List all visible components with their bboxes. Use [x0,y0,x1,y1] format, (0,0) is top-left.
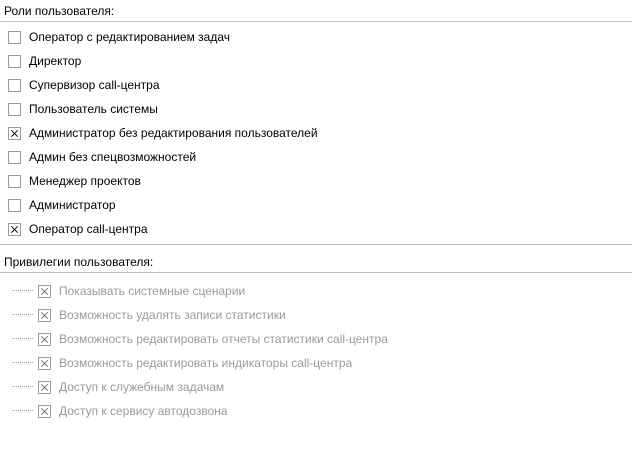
role-checkbox[interactable] [8,79,21,92]
privileges-section-label: Привилегии пользователя: [4,255,154,269]
role-label: Супервизор call-центра [29,78,160,92]
role-row[interactable] [0,25,632,49]
role-row[interactable] [0,97,632,121]
privilege-label: Доступ к служебным задачам [59,380,225,394]
privilege-row[interactable] [0,375,632,399]
privilege-row[interactable] [0,399,632,423]
role-checkbox[interactable] [8,55,21,68]
role-label: Админ без спецвозможностей [29,150,197,164]
role-row[interactable] [0,49,632,73]
role-label: Администратор [29,198,116,212]
role-label: Администратор без редактирования пользователей [29,126,318,140]
roles-section-label: Роли пользователя: [4,4,115,18]
tree-branch-icon [8,399,38,423]
privilege-checkbox[interactable] [38,405,51,418]
privilege-checkbox[interactable] [38,309,51,322]
privilege-row[interactable] [0,303,632,327]
privilege-label: Показывать системные сценарии [59,284,246,298]
tree-branch-icon [8,375,38,399]
privilege-checkbox[interactable] [38,333,51,346]
role-checkbox[interactable] [8,223,21,236]
role-checkbox[interactable] [8,103,21,116]
privilege-row[interactable] [0,351,632,375]
role-row[interactable] [0,145,632,169]
privilege-checkbox[interactable] [38,381,51,394]
role-row[interactable] [0,169,632,193]
privileges-tree [0,272,632,423]
role-checkbox[interactable] [8,31,21,44]
role-row[interactable] [0,121,632,145]
privilege-label: Возможность редактировать отчеты статистики call-центра [59,332,388,346]
tree-branch-icon [8,279,38,303]
role-checkbox[interactable] [8,127,21,140]
privilege-row[interactable] [0,327,632,351]
role-checkbox[interactable] [8,151,21,164]
role-checkbox[interactable] [8,175,21,188]
role-label: Пользователь системы [29,102,158,116]
role-label: Оператор call-центра [29,222,148,236]
role-row[interactable] [0,193,632,217]
roles-list [0,21,632,245]
privilege-checkbox[interactable] [38,285,51,298]
privilege-label: Доступ к сервису автодозвона [59,404,228,418]
role-label: Директор [29,54,82,68]
tree-branch-icon [8,303,38,327]
privilege-row[interactable] [0,279,632,303]
privilege-checkbox[interactable] [38,357,51,370]
tree-branch-icon [8,351,38,375]
role-label: Менеджер проектов [29,174,141,188]
role-checkbox[interactable] [8,199,21,212]
role-row[interactable] [0,73,632,97]
role-label: Оператор с редактированием задач [29,30,230,44]
privilege-label: Возможность редактировать индикаторы call-центра [59,356,353,370]
tree-branch-icon [8,327,38,351]
role-row[interactable] [0,217,632,241]
privilege-label: Возможность удалять записи статистики [59,308,286,322]
